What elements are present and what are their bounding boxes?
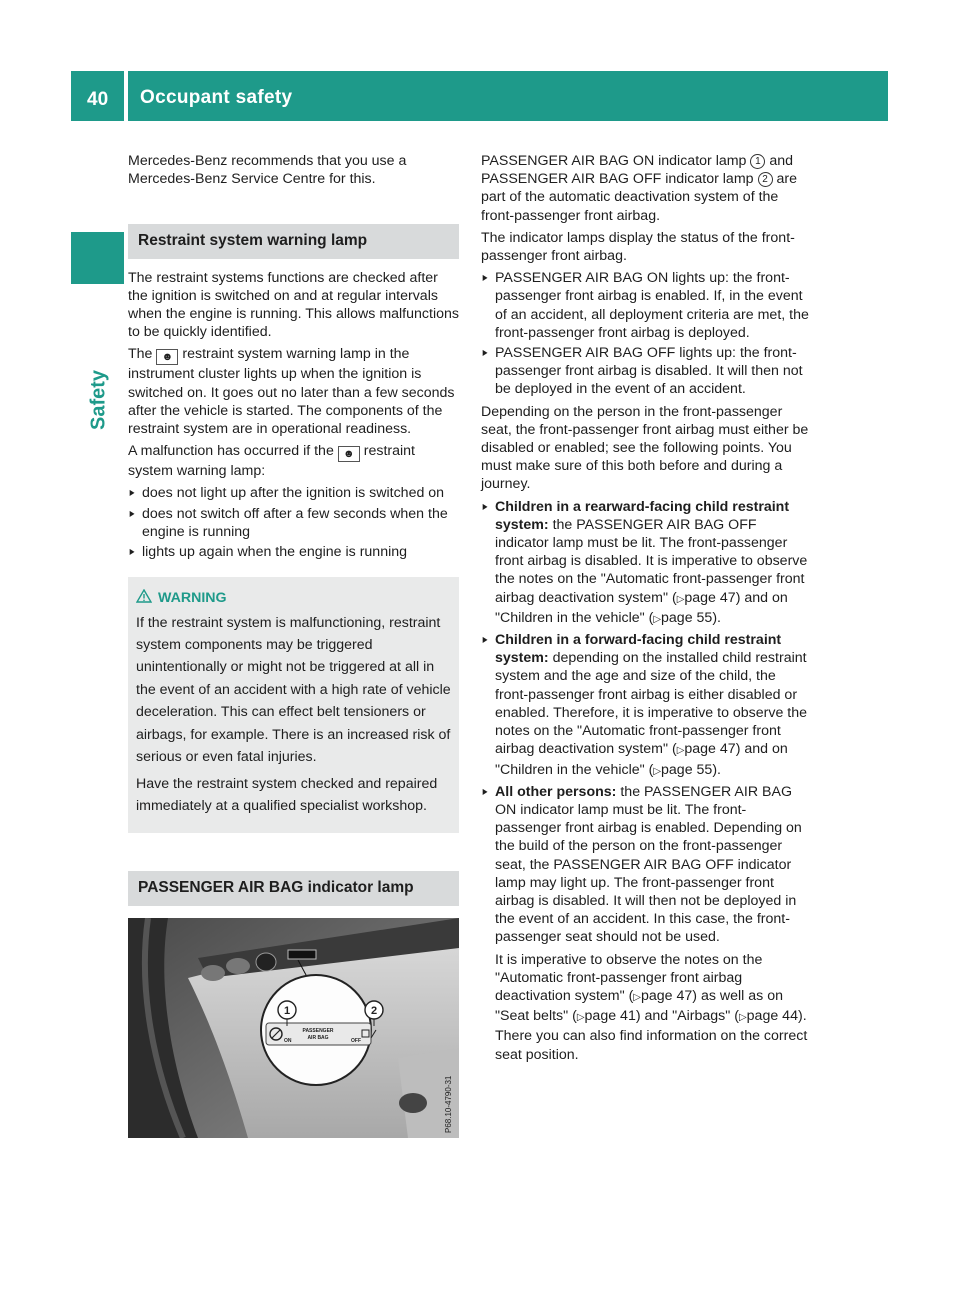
text: the PASSENGER AIR BAG OFF indicator lamp must be lit. The front-passenger front airbag is disabled. It is imperative to observe the notes on the "Automatic front-passenger front airbag deactivation system" ( [495,516,808,606]
callout-2-ref: 2 [758,172,773,187]
text: restraint system warning lamp: [128,443,415,480]
list-item: ▶ does not switch off after a few seconds when the engine is running [128,505,459,541]
page-number: 40 [87,89,109,110]
list-item [481,498,812,629]
callout-1: 1 [283,1004,291,1017]
label-off: OFF [351,1037,361,1044]
list-item-heading: All other persons: [495,783,617,800]
warning-triangle-icon [136,589,152,603]
list-item: ▶ PASSENGER AIR BAG OFF lights up: the front-passenger front airbag is disabled. It will then not be deployed in the event of an accident. [481,344,812,399]
label-passenger: PASSENGER [302,1027,334,1034]
paragraph [128,442,459,480]
page-ref-arrow-icon: ▷ [653,613,662,625]
text: the PASSENGER AIR BAG ON indicator lamp must be lit. The front-passenger front airbag is enabled. Depending on the build of the person on the front-passenger seat, the PASSENGER AIR BAG OFF indicator lamp may light up. The front-passenger front airbag is disabled. It will then not be deployed in the event of an accident. In this case, the front-passenger seat should not be used. [495,783,802,946]
warning-heading [136,587,451,609]
list-item: ▶ does not light up after the ignition is switched on [128,484,459,502]
occupant-list [481,498,812,1064]
right-column [481,152,812,1068]
intro-text: Mercedes-Benz recommends that you use a Mercedes-Benz Service Centre for this. [128,153,407,188]
page-ref-arrow-icon: ▷ [676,593,685,605]
text: ) and on "Children in the vehicle" ( [495,741,788,778]
page-link[interactable]: page 44 [746,1008,798,1025]
warning-title: WARNING [158,590,227,607]
text: depending on the installed child restraint system and the age and size of the child, the front-passenger front airbag is either disabled or enabled. Therefore, it is imperative to observe the notes on the "Automatic front-passenger front airbag deactivation system" ( [495,650,808,758]
text: A malfunction has occurred if the [128,443,334,460]
left-column [128,152,459,1138]
warning-text: Have the restraint system checked and repaired immediately at a qualified specialist workshop. [136,775,438,814]
list-item [481,783,812,1064]
page-link[interactable]: page 47 [641,987,693,1004]
list-item [481,631,812,781]
page-link[interactable]: page 55 [661,609,713,626]
page-ref-arrow-icon: ▷ [633,991,641,1003]
text: ). [712,761,721,778]
warning-box [128,577,459,833]
restraint-warning-icon: ☻ [338,446,360,462]
callout-1-ref: 1 [750,154,765,169]
paragraph [481,152,812,225]
list-item: ▶ PASSENGER AIR BAG ON lights up: the front-passenger front airbag is enabled. If, in the event of an accident, all deployment criteria are met, the front-passenger front airbag is deployed. [481,269,812,342]
text: ) and "Airbags" ( [635,1008,739,1025]
side-tab-label: Safety [87,369,110,431]
page-link[interactable]: page 41 [584,1008,636,1025]
paragraph [128,345,459,438]
side-tab [84,360,114,440]
page-number-box [71,71,124,121]
page-ref-arrow-icon: ▷ [738,1012,747,1024]
chapter-header [128,71,888,121]
text: and PASSENGER AIR BAG OFF indicator lamp [481,153,794,188]
warning-text: If the restraint system is malfunctioning, restraint system components may be triggered unintentionally or might not be triggered at all in the event of an accident with a high rate of vehicle deceleration. This can effect belt tensioners or airbags, for example. There is an increased risk of serious or even fatal injuries. [136,614,451,766]
image-ref-code: P68.10-4790-31 [444,1075,453,1133]
list-item-heading: Children in a forward-facing child restraint system: [495,632,782,667]
indicator-list [481,269,812,398]
text: ). [712,609,721,626]
paragraph [495,951,812,1064]
text: PASSENGER AIR BAG ON indicator lamp [481,153,747,169]
page-link[interactable]: page 47 [684,741,736,758]
text: ) and on "Children in the vehicle" ( [495,589,788,626]
side-tab-marker [71,232,124,284]
page-ref-arrow-icon: ▷ [653,765,662,777]
page-link[interactable]: page 55 [661,761,713,778]
text: The [128,346,153,363]
page-ref-arrow-icon: ▷ [676,745,685,757]
list-item: ▶ lights up again when the engine is running [128,543,459,561]
section-heading-restraint: Restraint system warning lamp [128,224,459,258]
callout-2: 2 [370,1004,378,1017]
restraint-warning-icon: ☻ [156,349,178,365]
text: are part of the automatic deactivation system of the front-passenger front airbag. [481,171,797,224]
label-on: ON [284,1037,292,1044]
paragraph: Depending on the person in the front-passenger seat, the front-passenger front airbag must either be disabled or enabled; see the following points. You must make sure of this both before and during a journey. [481,403,809,493]
paragraph: The restraint systems functions are checked after the ignition is switched on and at regular intervals when the engine is running. This allows malfunctions to be quickly identified. [128,269,459,341]
section-heading-airbag-lamp: PASSENGER AIR BAG indicator lamp [128,871,459,905]
cockpit-illustration [128,918,459,1138]
label-airbag: AIR BAG [307,1034,329,1041]
text: It is imperative to observe the notes on the "Automatic front-passenger front airbag deactivation system" ( [495,951,763,1004]
text: ) as well as on "Seat belts" ( [495,987,783,1025]
list-item-heading: Children in a rearward-facing child restraint system: [495,498,790,533]
text: restraint system warning lamp in the instrument cluster lights up when the ignition is switched on. It goes out no later than a few seconds after the vehicle is started. The components of the restraint system are in operational readiness. [128,346,455,438]
malfunction-list [128,484,459,561]
page-ref-arrow-icon: ▷ [576,1012,585,1024]
page-link[interactable]: page 47 [684,589,736,606]
text: ). There you can also find information on the correct seat position. [495,1008,808,1063]
airbag-indicator-photo [128,918,459,1138]
paragraph: The indicator lamps display the status of the front-passenger front airbag. [481,229,795,265]
chapter-title: Occupant safety [140,87,293,108]
